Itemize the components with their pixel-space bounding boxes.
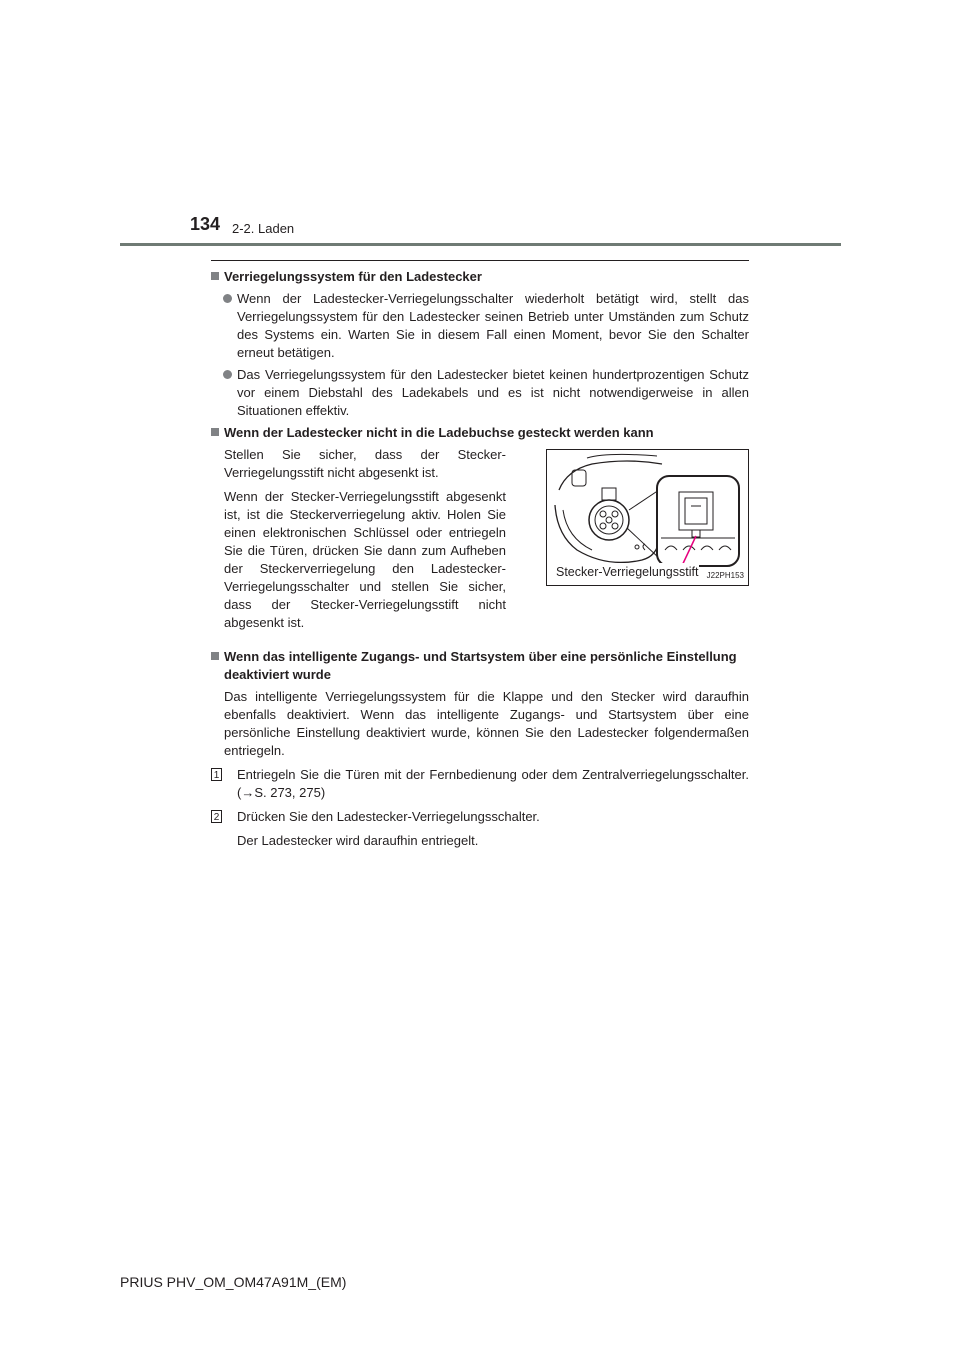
step-note: Der Ladestecker wird daraufhin entriegelt. [237,833,479,848]
paragraph: Wenn der Stecker-Verriegelungsstift abgesenkt ist, ist die Steckerverriegelung aktiv. Holen Sie einen elektronischen Schlüssel oder entriegeln Sie die Türen, drücken Sie dann zum Aufheben der Steckerverriegelung den Ladestecker-Verriegelungsschalter und stellen Sie sicher, dass der Stecker-Verriegelungsstift nicht abgesenkt ist. [224,489,506,630]
figure-description [211,446,506,638]
paragraph: Stellen Sie sicher, dass der Stecker-Verriegelungsstift nicht abgesenkt ist. [224,447,506,480]
paragraph: Das intelligente Verriegelungssystem für die Klappe und den Stecker wird daraufhin ebenfalls deaktiviert. Wenn das intelligente Zugangs- und Startsystem über eine persönliche Einstellung deaktiviert wurde, können Sie den Ladestecker folgendermaßen entriegeln. [224,689,749,758]
figure-code: J22PH153 [706,571,744,580]
text-with-figure [211,446,749,638]
section-heading: Wenn das intelligente Zugangs- und Startsystem über eine persönliche Einstellung deaktiviert wurde [211,648,749,684]
bullet-item: Das Verriegelungssystem für den Ladestecker bietet keinen hundertprozentigen Schutz vor einem Diebstahl des Ladekabels und es ist nicht notwendigerweise in allen Situationen effektiv. [211,366,749,420]
square-bullet-icon [211,428,219,436]
page-number: 134 [190,214,221,234]
header-rule [120,243,841,246]
section-heading: Wenn der Ladestecker nicht in die Ladebuchse gesteckt werden kann [211,424,749,442]
bullet-item: Wenn der Ladestecker-Verriegelungsschalter wiederholt betätigt wird, stellt das Verriegelungssystem für den Ladestecker seinen Betrieb unter Umständen zum Schutz des Systems ein. Warten Sie in diesem Fall einen Moment, bevor Sie den Schalter erneut betätigen. [211,290,749,362]
step-number: 1 [211,768,222,781]
section-label: 2-2. Laden [232,221,295,236]
section-heading: Verriegelungssystem für den Ladestecker [211,268,749,286]
content-top-rule [211,260,749,261]
round-bullet-icon [223,294,232,303]
step-item: 1 Entriegeln Sie die Türen mit der Fernbedienung oder dem Zentralverriegelungsschalter. (→S. 273, 275) [211,766,749,802]
step-item: 2 Drücken Sie den Ladestecker-Verriegelungsschalter. [211,808,749,826]
footer-doc-id: PRIUS PHV_OM_OM47A91M_(EM) [120,1274,347,1290]
main-content [211,268,749,856]
square-bullet-icon [211,272,219,280]
square-bullet-icon [211,652,219,660]
figure-label: Stecker-Verriegelungsstift [556,565,699,579]
step-number: 2 [211,810,222,823]
round-bullet-icon [223,370,232,379]
charging-port-figure [546,449,749,586]
